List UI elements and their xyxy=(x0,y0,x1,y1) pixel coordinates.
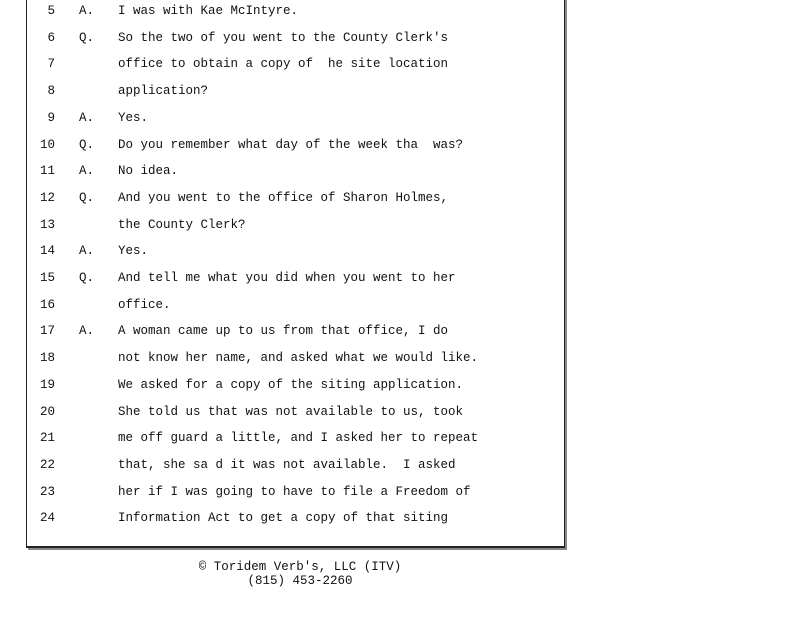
line-number: 24 xyxy=(39,511,55,526)
transcript-line xyxy=(27,238,564,264)
speaker-label: A. xyxy=(79,324,95,339)
transcript-line xyxy=(27,452,564,478)
line-text: that, she sa d it was not available. I asked xyxy=(118,457,456,472)
footer-company: © Toridem Verb's, LLC (ITV) xyxy=(198,560,402,574)
transcript-page xyxy=(26,0,565,548)
line-text: her if I was going to have to file a Freedom of xyxy=(118,484,471,499)
transcript-line xyxy=(27,78,564,104)
line-text: application? xyxy=(118,84,209,99)
line-number: 14 xyxy=(39,244,55,259)
line-text: I was with Kae McIntyre. xyxy=(118,4,299,18)
transcript-line xyxy=(27,345,564,371)
line-text: She told us that was not available to us, took xyxy=(118,404,464,419)
transcript-line xyxy=(27,292,564,318)
line-text: Do you remember what day of the week tha was? xyxy=(118,137,464,152)
line-text: me off guard a little, and I asked her to repeat xyxy=(118,431,479,446)
line-number: 22 xyxy=(39,457,55,472)
line-number: 23 xyxy=(39,484,55,499)
line-number: 11 xyxy=(39,164,55,179)
transcript-line xyxy=(27,0,564,24)
speaker-label: Q. xyxy=(79,190,95,205)
line-number: 5 xyxy=(47,4,55,18)
line-text: We asked for a copy of the siting application. xyxy=(118,377,464,392)
transcript-line xyxy=(27,479,564,505)
line-text: not know her name, and asked what we would like. xyxy=(118,351,479,366)
line-number: 13 xyxy=(39,217,55,232)
line-number: 17 xyxy=(39,324,55,339)
line-number: 9 xyxy=(47,110,55,125)
line-text: And you went to the office of Sharon Holmes, xyxy=(118,190,449,205)
transcript-line xyxy=(27,158,564,184)
speaker-label: A. xyxy=(79,4,95,18)
transcript-line xyxy=(27,265,564,291)
speaker-label: Q. xyxy=(79,137,95,152)
line-text: No idea. xyxy=(118,164,179,179)
line-text: So the two of you went to the County Clerk's xyxy=(118,30,449,45)
transcript-line xyxy=(27,132,564,158)
transcript-line xyxy=(27,185,564,211)
line-text: the County Clerk? xyxy=(118,217,246,232)
line-text: office to obtain a copy of he site location xyxy=(118,57,449,72)
line-text: A woman came up to us from that office, I do xyxy=(118,324,449,339)
transcript-line xyxy=(27,318,564,344)
line-number: 12 xyxy=(39,190,55,205)
line-number: 8 xyxy=(47,84,55,99)
speaker-label: Q. xyxy=(79,271,95,285)
line-number: 16 xyxy=(39,297,55,312)
line-number: 7 xyxy=(47,57,55,72)
line-text: And tell me what you did when you went to her xyxy=(118,271,456,285)
transcript-line xyxy=(27,505,564,531)
line-text: office. xyxy=(118,297,171,312)
line-text: Yes. xyxy=(118,110,149,125)
line-number: 10 xyxy=(39,137,55,152)
line-text: Information Act to get a copy of that siting xyxy=(118,511,449,526)
line-number: 18 xyxy=(39,351,55,366)
footer-phone: (815) 453-2260 xyxy=(247,574,353,588)
line-number: 19 xyxy=(39,377,55,392)
speaker-label: A. xyxy=(79,244,95,259)
line-number: 15 xyxy=(39,271,55,285)
line-text: Yes. xyxy=(118,244,149,259)
transcript-line xyxy=(27,399,564,425)
speaker-label: A. xyxy=(79,110,95,125)
line-number: 21 xyxy=(39,431,55,446)
line-number: 20 xyxy=(39,404,55,419)
transcript-line xyxy=(27,25,564,51)
speaker-label: A. xyxy=(79,164,95,179)
speaker-label: Q. xyxy=(79,30,95,45)
line-number: 6 xyxy=(47,30,55,45)
transcript-line xyxy=(27,372,564,398)
transcript-line xyxy=(27,105,564,131)
transcript-line xyxy=(27,51,564,77)
transcript-line xyxy=(27,425,564,451)
transcript-line xyxy=(27,212,564,238)
